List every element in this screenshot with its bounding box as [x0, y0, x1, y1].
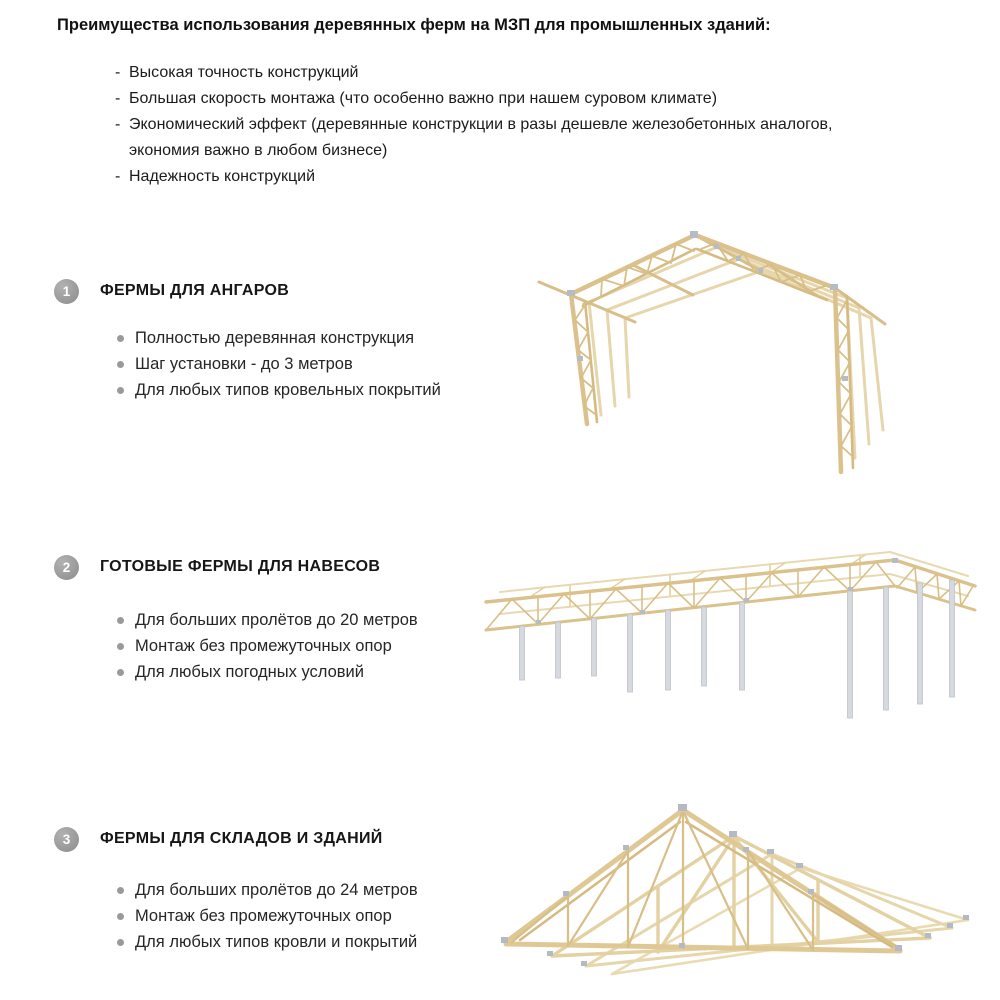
advantage-text: Высокая точность конструкций	[129, 64, 359, 81]
back-trusses-group	[552, 836, 968, 974]
bullet-item	[117, 633, 517, 659]
bullet-item	[117, 325, 517, 351]
dash-marker: -	[115, 168, 121, 185]
dash-marker	[115, 138, 129, 164]
advantage-line	[115, 138, 975, 164]
section-bullet-list	[117, 607, 517, 685]
bullet-item	[117, 659, 517, 685]
posts-group[interactable]	[520, 580, 955, 718]
section-bullet-list	[117, 877, 517, 955]
dash-marker: -	[115, 90, 121, 107]
bullet-item	[117, 377, 517, 403]
bullet-item	[117, 351, 517, 377]
front-band-group	[486, 560, 975, 630]
bullet-item	[117, 607, 517, 633]
advantage-line	[115, 112, 975, 138]
bullet-dot-icon	[117, 361, 124, 368]
bullet-dot-icon	[117, 939, 124, 946]
dash-marker: -	[115, 64, 121, 81]
section-number-badge	[54, 279, 79, 304]
advantage-line	[115, 86, 975, 112]
bullet-text: Для любых типов кровли и покрытий	[135, 932, 418, 951]
section-title: ГОТОВЫЕ ФЕРМЫ ДЛЯ НАВЕСОВ	[100, 558, 381, 575]
bullet-text: Для больших пролётов до 20 метров	[135, 610, 418, 629]
bullet-text: Монтаж без промежуточных опор	[135, 636, 392, 655]
bullet-dot-icon	[117, 387, 124, 394]
bullet-text: Для любых погодных условий	[135, 662, 364, 681]
bullet-text: Монтаж без промежуточных опор	[135, 906, 392, 925]
canopy-truss-illustration	[470, 540, 1000, 740]
page-title: Преимущества использования деревянных ферм на МЗП для промышленных зданий:	[57, 16, 771, 34]
advantage-text: Большая скорость монтажа (что особенно важно при нашем суровом климате)	[129, 90, 718, 107]
bullet-text: Для больших пролётов до 24 метров	[135, 880, 418, 899]
section-number: 2	[62, 560, 71, 575]
canopy-truss-render	[470, 540, 1000, 740]
bullet-dot-icon	[117, 643, 124, 650]
section-number-badge	[54, 555, 79, 580]
advantage-text: Надежность конструкций	[129, 168, 316, 185]
hangar-frame-illustration	[535, 210, 975, 490]
bullet-text: Для любых типов кровельных покрытий	[135, 380, 441, 399]
section-number: 1	[62, 284, 71, 299]
advantage-line	[115, 60, 975, 86]
bullet-dot-icon	[117, 617, 124, 624]
bullet-dot-icon	[117, 335, 124, 342]
advantage-line	[115, 164, 975, 190]
advantage-text: экономия важно в любом бизнесе)	[129, 142, 388, 159]
bullet-item	[117, 877, 517, 903]
bullet-dot-icon	[117, 913, 124, 920]
hangar-frame-render	[535, 210, 975, 490]
section-title: ФЕРМЫ ДЛЯ СКЛАДОВ И ЗДАНИЙ	[100, 830, 383, 847]
webbing-group	[575, 243, 852, 456]
section-title: ФЕРМЫ ДЛЯ АНГАРОВ	[100, 282, 290, 299]
triangular-trusses-render	[468, 780, 1000, 995]
section-number: 3	[62, 832, 71, 847]
bullet-item	[117, 929, 517, 955]
bullet-text: Полностью деревянная конструкция	[135, 328, 415, 347]
bullet-text: Шаг установки - до 3 метров	[135, 354, 353, 373]
bullet-dot-icon	[117, 669, 124, 676]
bullet-dot-icon	[117, 887, 124, 894]
section-bullet-list	[117, 325, 517, 403]
triangular-trusses-illustration	[468, 780, 1000, 995]
advantages-list	[115, 60, 975, 190]
advantage-text: Экономический эффект (деревянные конструкции в разы дешевле железобетонных аналогов,	[129, 116, 833, 133]
section-number-badge	[54, 827, 79, 852]
dash-marker: -	[115, 116, 121, 133]
bullet-item	[117, 903, 517, 929]
